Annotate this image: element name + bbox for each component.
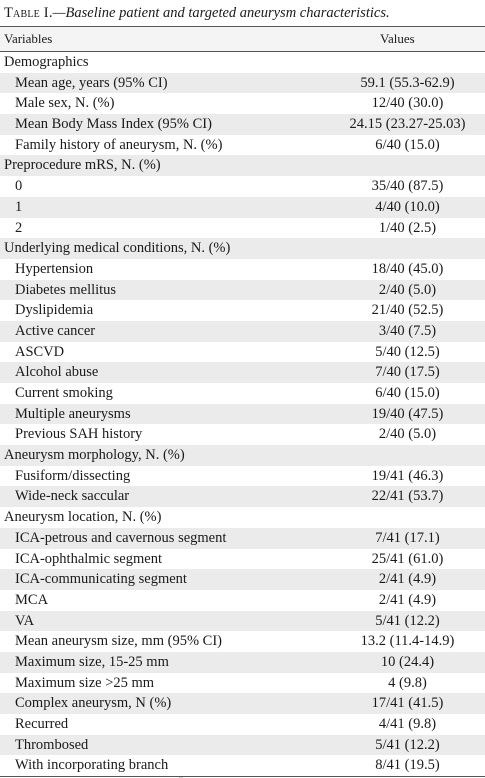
row-label: 2 xyxy=(15,219,23,236)
table-row xyxy=(0,404,485,425)
row-label: Aneurysm location, N. (%) xyxy=(4,509,162,526)
table-section-row xyxy=(0,445,485,466)
row-value xyxy=(330,445,485,466)
row-value: 10 (24.4) xyxy=(380,653,435,670)
table-row xyxy=(0,590,485,611)
row-value: 35/40 (87.5) xyxy=(371,178,444,195)
table-caption xyxy=(0,0,485,27)
row-label: ICA-petrous and cavernous segment xyxy=(15,529,227,546)
row-value: 17/41 (41.5) xyxy=(371,695,444,712)
row-value: 6/40 (15.0) xyxy=(375,136,440,153)
table-row xyxy=(0,693,485,714)
table-row xyxy=(0,135,485,156)
row-value: 4 (9.8) xyxy=(388,674,427,691)
table-header xyxy=(0,27,485,52)
row-value xyxy=(330,238,485,259)
table-row xyxy=(0,259,485,280)
row-value: 12/40 (30.0) xyxy=(371,95,444,112)
row-value: 4/40 (10.0) xyxy=(375,198,440,215)
table-row xyxy=(0,569,485,590)
table-row xyxy=(0,114,485,135)
table-row xyxy=(0,735,485,756)
row-value: 2/41 (4.9) xyxy=(378,591,437,608)
table-row xyxy=(0,528,485,549)
header-variables: Variables xyxy=(4,31,53,46)
table-row xyxy=(0,73,485,94)
table-row xyxy=(0,197,485,218)
row-label: MCA xyxy=(15,591,49,608)
row-label: Demographics xyxy=(4,54,89,70)
row-value: 25/41 (61.0) xyxy=(371,550,444,567)
row-value: 5/41 (12.2) xyxy=(375,612,440,629)
row-label: ICA-ophthalmic segment xyxy=(15,550,162,567)
row-value: 13.2 (11.4-14.9) xyxy=(360,633,455,650)
row-label: Complex aneurysm, N (%) xyxy=(15,695,172,712)
header-values: Values xyxy=(380,31,415,46)
table-section-row xyxy=(0,507,485,528)
row-label: 0 xyxy=(15,178,23,195)
row-label: 1 xyxy=(15,198,23,215)
table-row xyxy=(0,424,485,445)
row-label: Hypertension xyxy=(15,260,94,277)
table-bottom-rule xyxy=(0,776,485,777)
row-value: 7/41 (17.1) xyxy=(375,529,440,546)
row-label: Dyslipidemia xyxy=(15,302,94,319)
row-label: VA xyxy=(15,612,35,629)
table-row xyxy=(0,611,485,632)
table-caption-label: Table I. xyxy=(4,5,53,21)
table-row xyxy=(0,652,485,673)
row-value xyxy=(330,155,485,176)
row-value: 59.1 (55.3-62.9) xyxy=(360,74,455,91)
row-value: 2/41 (4.9) xyxy=(378,571,437,588)
row-label: Mean Body Mass Index (95% CI) xyxy=(15,116,212,133)
row-label: Mean age, years (95% CI) xyxy=(15,74,168,91)
row-label: Male sex, N. (%) xyxy=(15,95,115,112)
table-row xyxy=(0,714,485,735)
row-value: 1/40 (2.5) xyxy=(378,219,437,236)
row-value: 18/40 (45.0) xyxy=(371,260,444,277)
table-row xyxy=(0,755,485,776)
table-row xyxy=(0,300,485,321)
row-label: Preprocedure mRS, N. (%) xyxy=(4,157,161,174)
row-label: Alcohol abuse xyxy=(15,364,99,381)
row-value: 2/40 (5.0) xyxy=(378,281,437,298)
table-row xyxy=(0,673,485,694)
table-row xyxy=(0,218,485,239)
row-value: 5/41 (12.2) xyxy=(375,736,440,753)
row-label: Active cancer xyxy=(15,322,96,339)
table-row xyxy=(0,362,485,383)
table-section-row xyxy=(0,238,485,259)
row-value: 7/40 (17.5) xyxy=(375,364,440,381)
row-value: 19/41 (46.3) xyxy=(371,467,444,484)
row-value: 24.15 (23.27-25.03) xyxy=(349,116,466,133)
row-label: Diabetes mellitus xyxy=(15,281,117,298)
table-row xyxy=(0,549,485,570)
table-row xyxy=(0,631,485,652)
row-label: Underlying medical conditions, N. (%) xyxy=(4,240,231,257)
row-value: 19/40 (47.5) xyxy=(371,405,444,422)
table-row xyxy=(0,280,485,301)
row-value xyxy=(330,507,485,528)
table-row xyxy=(0,93,485,114)
row-value: 4/41 (9.8) xyxy=(378,716,437,732)
row-label: Multiple aneurysms xyxy=(15,405,131,422)
table-row xyxy=(0,383,485,404)
row-label: With incorporating branch xyxy=(15,757,169,774)
row-value: 3/40 (7.5) xyxy=(378,322,437,339)
row-label: Wide-neck saccular xyxy=(15,488,130,505)
row-label: Maximum size, 15-25 mm xyxy=(15,653,169,670)
row-value: 8/41 (19.5) xyxy=(375,757,440,774)
table-body xyxy=(0,52,485,776)
row-label: Fusiform/dissecting xyxy=(15,467,131,484)
table-section-row xyxy=(0,52,485,73)
row-label: ICA-communicating segment xyxy=(15,571,187,588)
row-label: Aneurysm morphology, N. (%) xyxy=(4,447,185,464)
table-row xyxy=(0,466,485,487)
row-label: Mean aneurysm size, mm (95% CI) xyxy=(15,633,222,650)
row-value: 21/40 (52.5) xyxy=(371,302,444,319)
row-label: Maximum size >25 mm xyxy=(15,674,155,691)
row-value: 5/40 (12.5) xyxy=(375,343,440,360)
table-caption-text: —Baseline patient and targeted aneurysm characteristics. xyxy=(52,5,390,21)
row-value: 22/41 (53.7) xyxy=(371,488,444,505)
row-label: Current smoking xyxy=(15,385,113,401)
row-label: Previous SAH history xyxy=(15,426,143,443)
table-row xyxy=(0,176,485,197)
row-value: 2/40 (5.0) xyxy=(378,426,437,443)
row-value: 6/40 (15.0) xyxy=(375,385,440,401)
table-row xyxy=(0,342,485,363)
table-section-row xyxy=(0,155,485,176)
row-label: Family history of aneurysm, N. (%) xyxy=(15,136,223,153)
row-label: Thrombosed xyxy=(15,736,89,753)
table-row xyxy=(0,486,485,507)
row-label: ASCVD xyxy=(15,343,65,360)
row-value xyxy=(330,52,485,73)
row-label: Recurred xyxy=(15,716,69,732)
table-row xyxy=(0,321,485,342)
